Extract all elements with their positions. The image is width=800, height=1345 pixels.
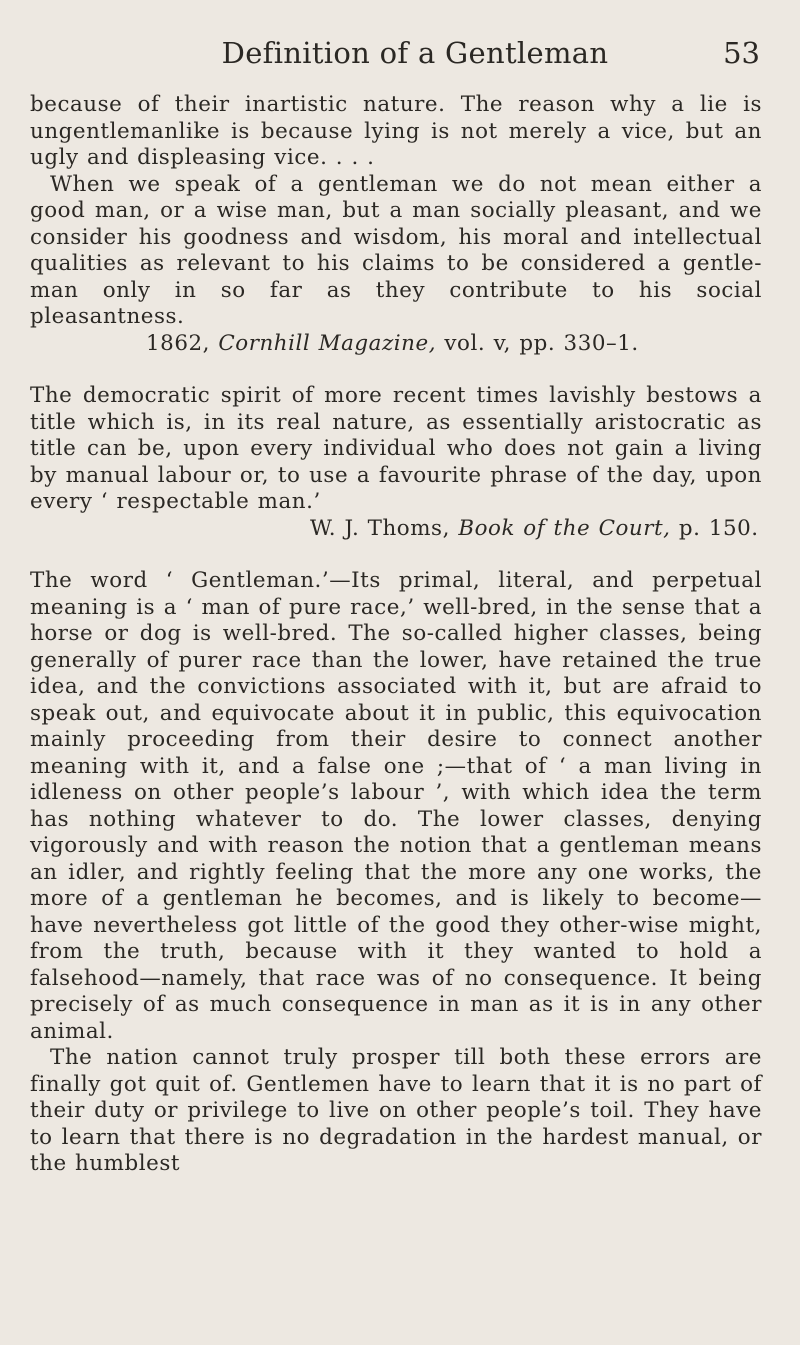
citation-cornhill [30, 331, 762, 358]
page-number: 53 [723, 36, 760, 70]
citation-work-title: Book of the Court, [458, 515, 671, 541]
section-gap [30, 357, 762, 383]
running-title: Definition of a Gentleman [221, 36, 609, 70]
paragraph-democratic-spirit: The democratic spirit of more recent times lavishly bestows a title which is, in its real nature, as essentially aristocratic as title can be, upon every individual who does not gain a living by manual labour or, to use a favourite phrase of the day, upon every ‘ respectable man.’ [30, 383, 762, 514]
citation-work-title: Cornhill Magazine, [218, 330, 437, 356]
running-head [30, 36, 760, 80]
paragraph-nation-prosper: The nation cannot truly prosper till both these errors are finally got quit of. Gentlemen have to learn that it is no part of their duty or privilege to live on other people’s toil. They have to learn that there is no degradation in the hardest manual, or the humblest [30, 1045, 762, 1176]
citation-pages: p. 150. [678, 515, 759, 541]
paragraph-gentleman-social: When we speak of a gentleman we do not mean either a good man, or a wise man, but a man socially pleasant, and we consider his goodness and wisdom, his moral and intellectual qualities as relevant to his claims to be considered a gentle-man only in so far as they contribute to his social pleasantness. [30, 171, 762, 329]
section-gap [30, 542, 762, 568]
paragraph-continuation: because of their inartistic nature. The reason why a lie is ungentlemanlike is because lying is not merely a vice, but an ugly and displeasing vice. . . . [30, 92, 762, 170]
citation-year: 1862, [146, 330, 210, 356]
body-text [30, 92, 762, 1178]
citation-pages: vol. v, pp. 330–1. [444, 330, 639, 356]
paragraph-word-gentleman: The word ‘ Gentleman.’—Its primal, literal, and perpetual meaning is a ‘ man of pure race,’ well-bred, in the sense that a horse or dog is well-bred. The so-called higher classes, being generally of purer race than the lower, have retained the true idea, and the convictions associated with it, but are afraid to speak out, and equivocate about it in public, this equivocation mainly proceeding from their desire to connect another meaning with it, and a false one ;—that of ‘ a man living in idleness on other people’s labour ’, with which idea the term has nothing whatever to do. The lower classes, denying vigorously and with reason the notion that a gentleman means an idler, and rightly feeling that the more any one works, the more of a gentleman he becomes, and is likely to become—have nevertheless got little of the good they other-wise might, from the truth, because with it they wanted to hold a falsehood—namely, that race was of no consequence. It being precisely of as much consequence in man as it is in any other animal. [30, 568, 762, 1044]
citation-author: W. J. Thoms, [310, 515, 450, 541]
citation-thoms [30, 516, 762, 543]
